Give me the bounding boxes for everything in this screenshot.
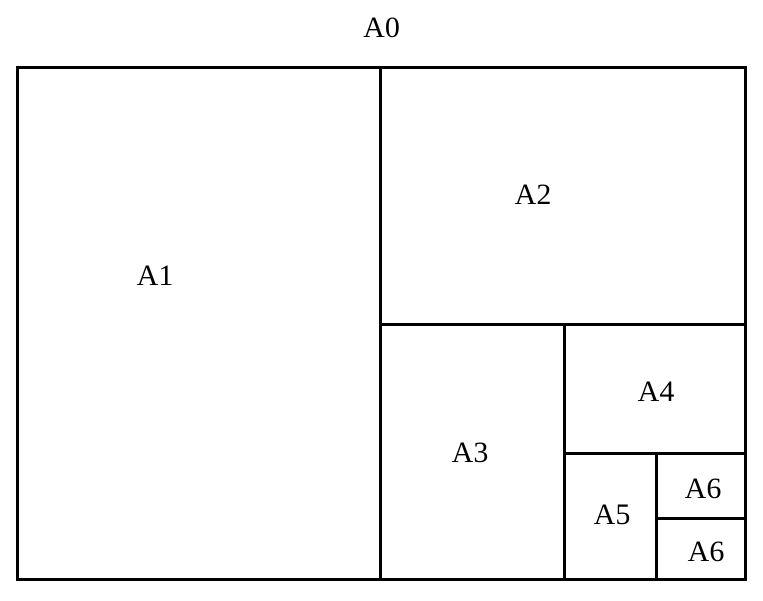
divider-a6-middle (656, 517, 747, 520)
sheet-label-a1: A1 (136, 259, 174, 292)
sheet-label-a4: A4 (637, 375, 675, 408)
sheet-label-a5: A5 (593, 498, 631, 531)
sheet-label-a6-bottom: A6 (687, 535, 725, 568)
sheet-label-a6-top: A6 (684, 472, 722, 505)
diagram-title-a0: A0 (363, 11, 400, 44)
sheet-label-a3: A3 (451, 436, 489, 469)
sheet-label-a2: A2 (514, 178, 552, 211)
